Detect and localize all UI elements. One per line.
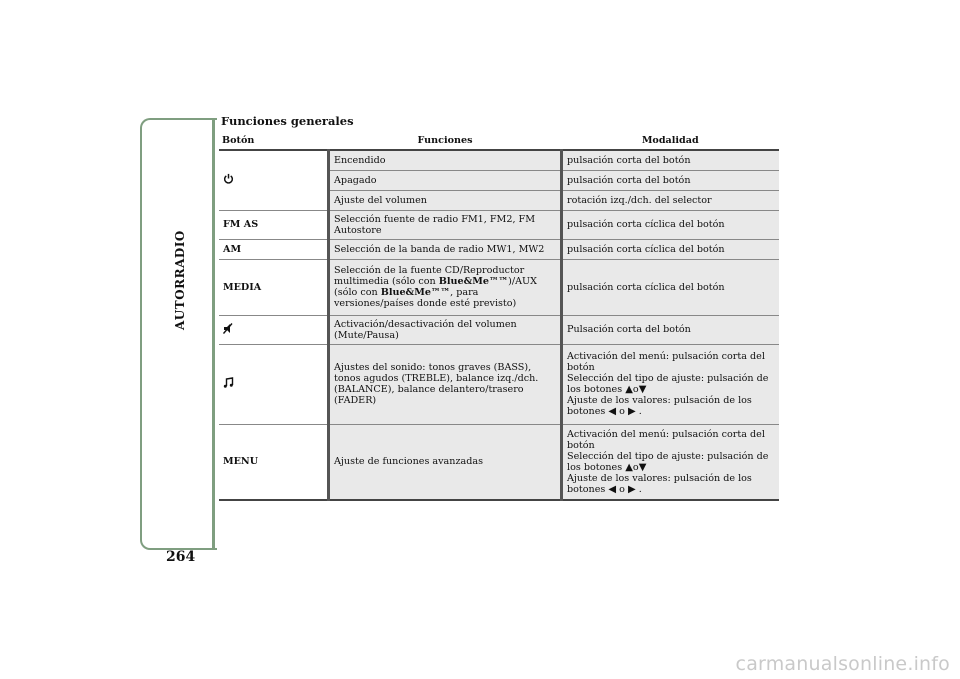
mode-text: Ajuste de los valores: pulsación de los botones [567,472,752,495]
or-word: o [632,461,639,473]
func-cell: Ajustes del sonido: tonos graves (BASS), tonos agudos (TREBLE), balance izq./dch. (BALANCE), balance delantero/trasero (FADER) [329,344,562,424]
mode-cell: pulsación corta cíclica del botón [562,259,780,315]
power-icon [223,173,234,186]
mode-cell [562,424,780,500]
table-row [219,259,779,315]
table-row [219,210,779,239]
or-word: o [619,406,625,417]
func-cell [329,259,562,315]
mode-cell: rotación izq./dch. del selector [562,190,780,210]
arrow-right-icon: ▶ [628,406,636,417]
mode-cell: pulsación corta cíclica del botón [562,239,780,259]
func-cell: Ajuste de funciones avanzadas [329,424,562,500]
func-text: )/AUX (sólo con [334,276,537,298]
section-title: AUTORRADIO [173,230,187,330]
page-tab-edge [212,118,215,548]
arrow-down-icon: ▼ [638,461,647,473]
mode-text: Ajuste de los valores: pulsación de los botones [567,395,752,417]
func-text: , para versiones/países donde esté previsto) [334,287,517,309]
table-header-row [219,131,779,150]
table-row [219,239,779,259]
button-label: FM AS [219,210,329,239]
power-button-cell [219,150,329,210]
audio-note-icon [223,377,234,390]
table-row [219,424,779,500]
arrow-up-icon: ▲ [625,461,633,473]
audio-button-cell [219,344,329,424]
mode-line: Activación del menú: pulsación corta del botón [567,351,765,373]
mode-cell: pulsación corta cíclica del botón [562,210,780,239]
mode-cell [562,344,780,424]
arrow-left-icon: ◀ [608,406,617,417]
or-word: o [619,483,625,495]
header-mode: Modalidad [562,131,780,150]
mode-line [567,373,775,395]
table-heading: Funciones generales [221,114,354,128]
mode-cell: pulsación corta del botón [562,150,780,170]
header-button: Botón [219,131,329,150]
arrow-up-icon: ▲ [625,384,633,395]
func-cell: Ajuste del volumen [329,190,562,210]
functions-table [219,131,779,501]
table-row [219,315,779,344]
mode-end: . [638,406,642,417]
mute-icon [223,323,233,336]
func-text: Selección de la fuente CD/Reproductor multimedia (sólo con [334,265,525,287]
mode-line [567,451,775,473]
mode-cell: Pulsación corta del botón [562,315,780,344]
mute-button-cell [219,315,329,344]
mode-line [567,395,775,417]
func-cell: Encendido [329,150,562,170]
mode-end: . [638,483,642,495]
func-cell: Apagado [329,170,562,190]
func-bold: Blue&Me™™ [438,276,509,287]
button-label: AM [219,239,329,259]
button-label: MEDIA [219,259,329,315]
arrow-down-icon: ▼ [638,384,647,395]
page-tab-frame [140,118,217,550]
func-bold: Blue&Me™™ [380,287,451,298]
or-word: o [632,384,639,395]
arrow-right-icon: ▶ [628,483,636,495]
mode-text: Selección del tipo de ajuste: pulsación de los botones [567,373,769,395]
mode-line [567,473,775,495]
arrow-left-icon: ◀ [608,483,617,495]
mode-line: Activación del menú: pulsación corta del botón [567,428,765,451]
header-functions: Funciones [329,131,562,150]
watermark: carmanualsonline.info [735,653,950,675]
mode-cell: pulsación corta del botón [562,170,780,190]
button-label: MENU [219,424,329,500]
func-cell: Selección de la banda de radio MW1, MW2 [329,239,562,259]
table-row [219,150,779,170]
func-cell: Selección fuente de radio FM1, FM2, FM Autostore [329,210,562,239]
page-number: 264 [166,549,196,565]
table-row [219,344,779,424]
func-cell: Activación/desactivación del volumen (Mute/Pausa) [329,315,562,344]
mode-text: Selección del tipo de ajuste: pulsación de los botones [567,450,769,473]
